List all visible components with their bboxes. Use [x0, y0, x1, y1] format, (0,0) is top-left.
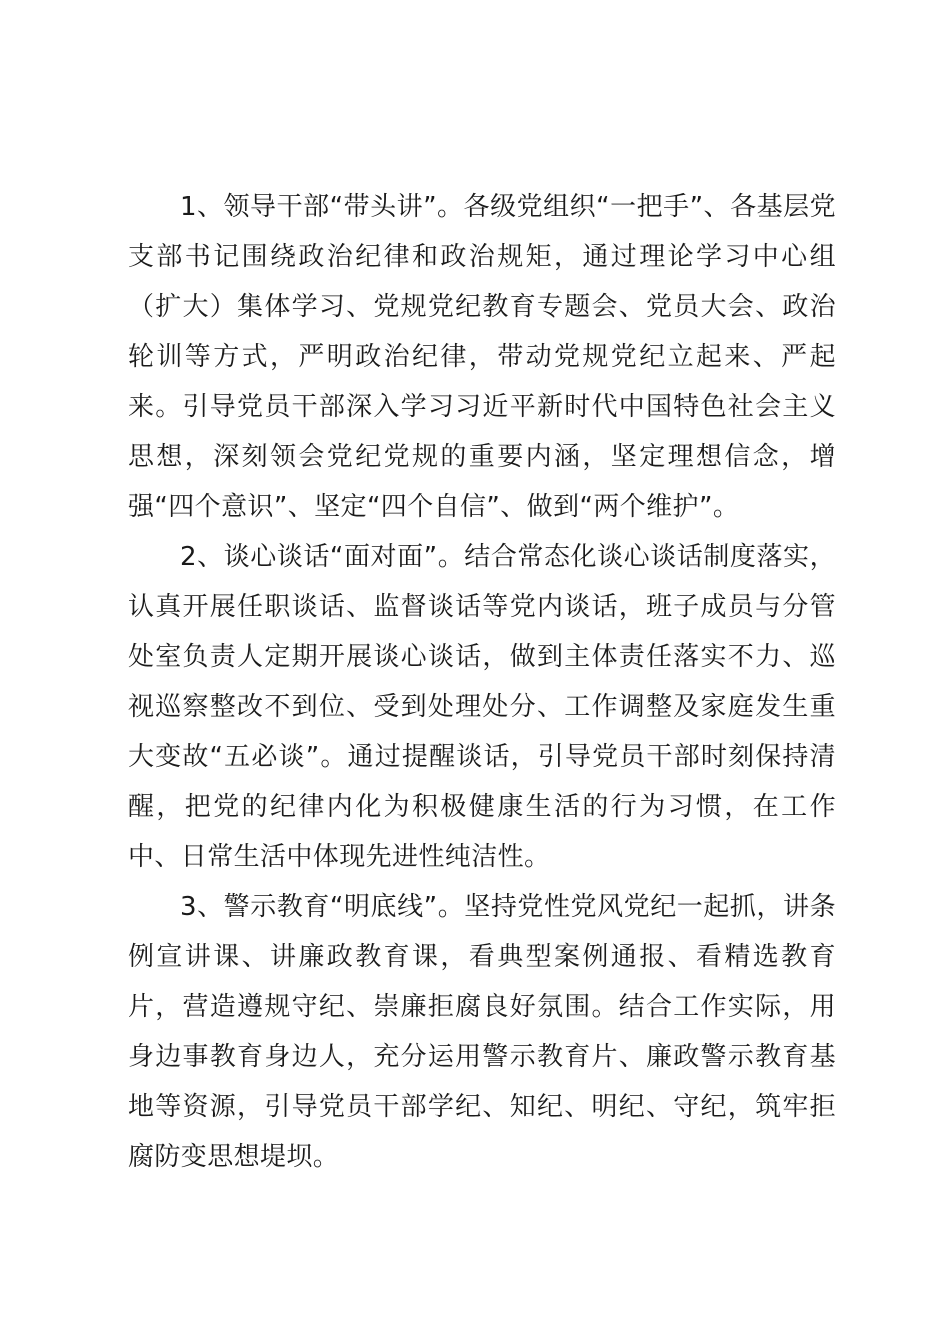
document-body — [128, 182, 836, 1182]
paragraph-leadership: 1、领导干部“带头讲”。各级党组织“一把手”、各基层党支部书记围绕政治纪律和政治规矩，通过理论学习中心组（扩大）集体学习、党规党纪教育专题会、党员大会、政治轮训等方式，严明政治纪律，带动党规党纪立起来、严起来。引导党员干部深入学习习近平新时代中国特色社会主义思想，深刻领会党纪党规的重要内涵，坚定理想信念，增强“四个意识”、坚定“四个自信”、做到“两个维护”。 — [128, 192, 836, 522]
paragraph-warning-education: 3、警示教育“明底线”。坚持党性党风党纪一起抓，讲条例宣讲课、讲廉政教育课，看典型案例通报、看精选教育片，营造遵规守纪、崇廉拒腐良好氛围。结合工作实际，用身边事教育身边人，充分运用警示教育片、廉政警示教育基地等资源，引导党员干部学纪、知纪、明纪、守纪，筑牢拒腐防变思想堤坝。 — [128, 892, 836, 1172]
paragraph-talks: 2、谈心谈话“面对面”。结合常态化谈心谈话制度落实，认真开展任职谈话、监督谈话等党内谈话，班子成员与分管处室负责人定期开展谈心谈话，做到主体责任落实不力、巡视巡察整改不到位、受到处理处分、工作调整及家庭发生重大变故“五必谈”。通过提醒谈话，引导党员干部时刻保持清醒，把党的纪律内化为积极健康生活的行为习惯，在工作中、日常生活中体现先进性纯洁性。 — [128, 542, 836, 872]
